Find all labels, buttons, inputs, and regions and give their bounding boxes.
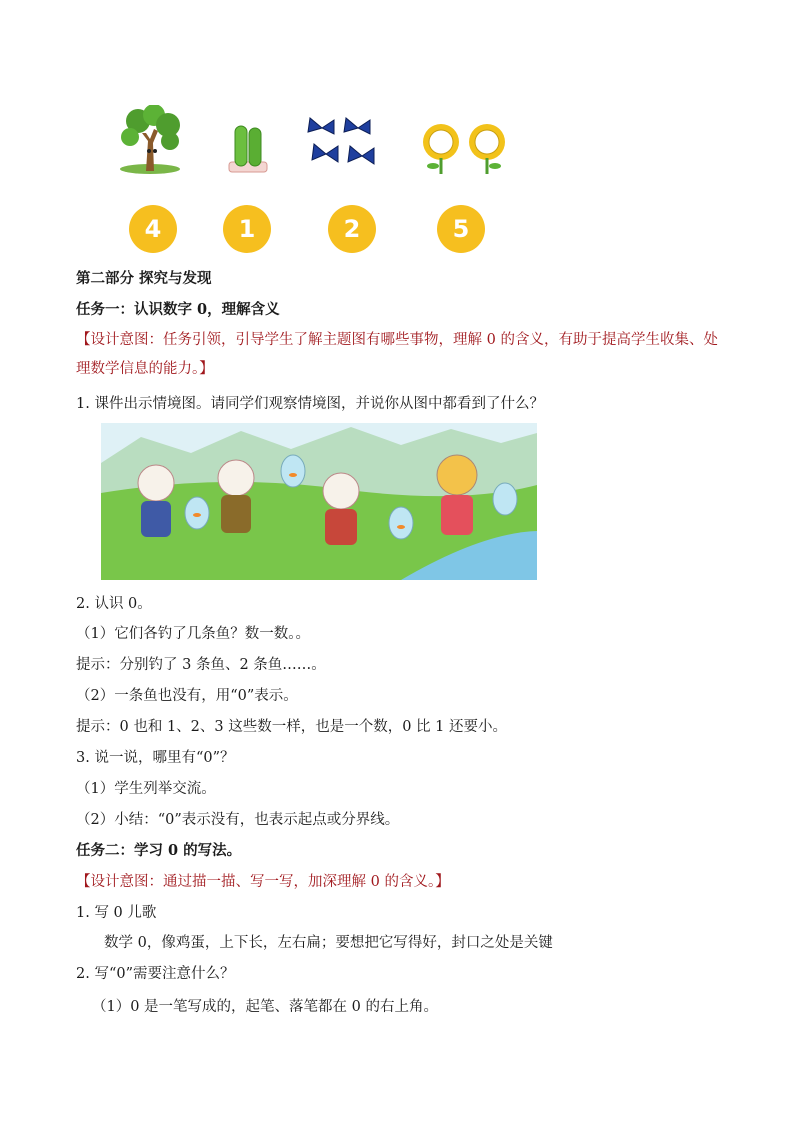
number-badge: 2 <box>328 205 376 253</box>
sunflowers-icon <box>417 124 513 174</box>
butterflies-icon <box>304 114 380 176</box>
task1-q1: （1）它们各钓了几条鱼？数一数。。 <box>76 626 310 642</box>
task1-q3: （1）学生列举交流。 <box>76 781 216 797</box>
task2-design-intent: 【设计意图：通过描一描、写一写，加深理解 0 的含义。】 <box>76 874 450 890</box>
number-badge: 5 <box>437 205 485 253</box>
task2-rhyme: 数学 0，像鸡蛋，上下长，左右扁；要想把它写得好，封口之处是关键 <box>104 935 553 951</box>
task1-step3: 3. 说一说，哪里有“0”？ <box>76 750 235 766</box>
task1-hint1: 提示：分别钓了 3 条鱼、2 条鱼……。 <box>76 657 326 673</box>
task1-hint2: 提示：0 也和 1、2、3 这些数一样，也是一个数，0 比 1 还要小。 <box>76 719 508 735</box>
section-title: 第二部分 探究与发现 <box>76 270 212 287</box>
task1-step1: 1. 课件出示情境图。请同学们观察情境图，并说你从图中都看到了什么？ <box>76 396 544 412</box>
number-badge: 1 <box>223 205 271 253</box>
task1-q2: （2）一条鱼也没有，用“0”表示。 <box>76 688 298 704</box>
number-badge: 4 <box>129 205 177 253</box>
task2-q1: （1）0 是一笔写成的，起笔、落笔都在 0 的右上角。 <box>92 999 439 1015</box>
cucumber-icon <box>225 122 271 176</box>
task1-q4: （2）小结：“0”表示没有，也表示起点或分界线。 <box>76 812 400 828</box>
task1-step2: 2. 认识 0。 <box>76 596 152 612</box>
tree-icon <box>116 105 184 175</box>
fishing-cats-illustration <box>101 423 537 580</box>
task2-step2: 2. 写“0”需要注意什么？ <box>76 966 235 982</box>
task2-step1: 1. 写 0 儿歌 <box>76 905 157 921</box>
task1-title: 任务一：认识数字 0，理解含义 <box>76 301 280 318</box>
task2-title: 任务二：学习 0 的写法。 <box>76 842 242 859</box>
task1-design-intent: 【设计意图：任务引领，引导学生了解主题图有哪些事物，理解 0 的含义，有助于提高学生收集、处理数学信息的能力。】 <box>76 332 718 377</box>
